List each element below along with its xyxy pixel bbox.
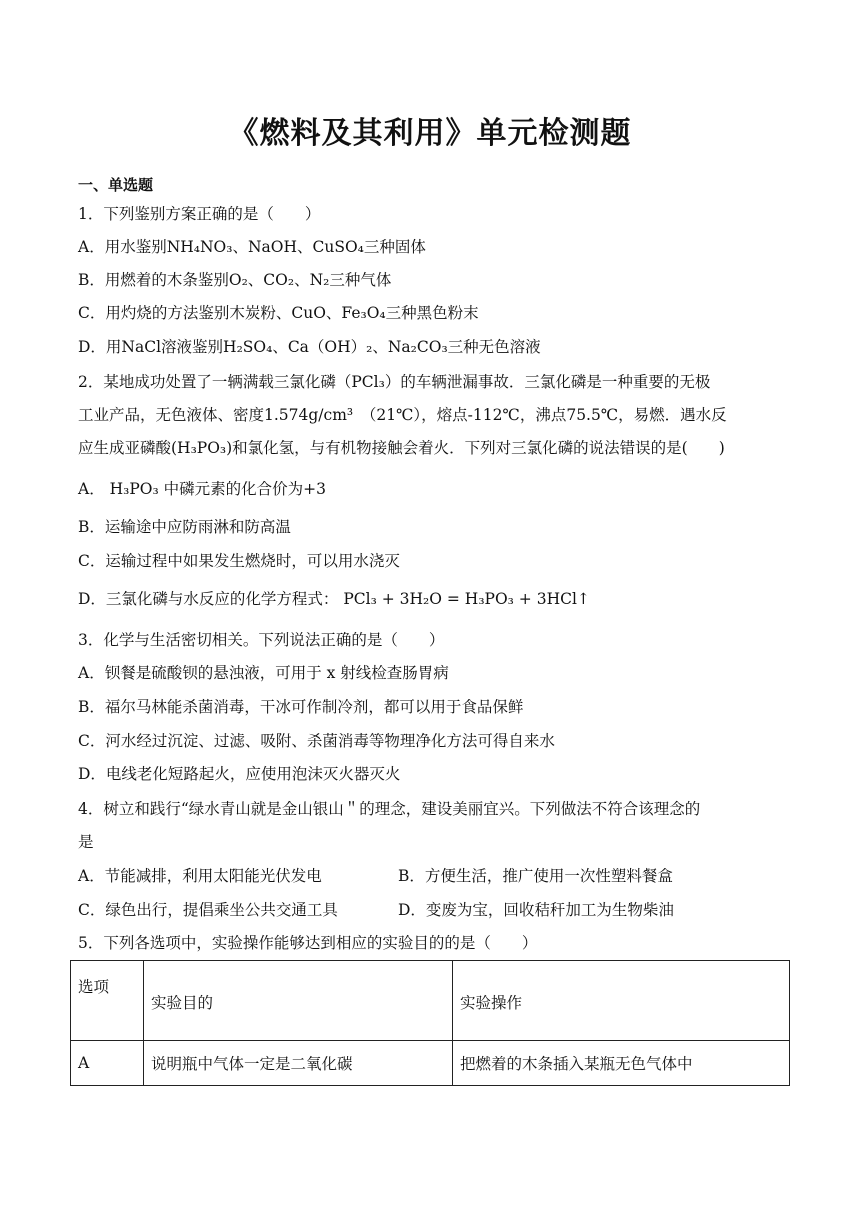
- question-4-option-a: A．节能减排，利用太阳能光伏发电: [78, 867, 322, 885]
- question-3-option-d: D．电线老化短路起火，应使用泡沫灭火器灭火: [78, 765, 401, 783]
- table-header-cell: 实验操作: [453, 961, 790, 1041]
- experiment-table: [70, 960, 790, 1086]
- question-4-option-b: B．方便生活，推广使用一次性塑料餐盒: [398, 867, 673, 885]
- question-4-option-c: C．绿色出行，提倡乘坐公共交通工具: [78, 901, 338, 919]
- table-header-cell: 实验目的: [144, 961, 453, 1041]
- table-cell: A: [71, 1041, 144, 1086]
- question-1-option-b: B．用燃着的木条鉴别O₂、CO₂、N₂三种气体: [78, 271, 392, 289]
- table-row: [71, 1041, 790, 1086]
- question-2-option-a: A． H₃PO₃ 中磷元素的化合价为+3: [78, 480, 326, 498]
- question-4-line-2: 是: [78, 833, 94, 851]
- question-1-option-a: A．用水鉴别NH₄NO₃、NaOH、CuSO₄三种固体: [78, 238, 426, 256]
- section-heading: 一、单选题: [78, 176, 154, 194]
- table-cell: 把燃着的木条插入某瓶无色气体中: [453, 1041, 790, 1086]
- question-2-option-b: B．运输途中应防雨淋和防高温: [78, 518, 291, 536]
- table-header-row: [71, 961, 790, 1041]
- question-1: 1．下列鉴别方案正确的是（ ）: [78, 205, 321, 223]
- question-2-line-3: 应生成亚磷酸(H₃PO₃)和氯化氢，与有机物接触会着火．下列对三氯化磷的说法错误的是( ): [78, 439, 725, 457]
- question-3: 3．化学与生活密切相关。下列说法正确的是（ ）: [78, 631, 445, 649]
- question-2-line-2: 工业产品，无色液体、密度1.574g/cm³ （21℃），熔点-112℃，沸点75.5℃，易燃．遇水反: [78, 406, 727, 424]
- question-4-option-d: D．变废为宝，回收秸秆加工为生物柴油: [398, 901, 674, 919]
- question-3-option-c: C．河水经过沉淀、过滤、吸附、杀菌消毒等物理净化方法可得自来水: [78, 732, 555, 750]
- question-1-option-d: D．用NaCl溶液鉴别H₂SO₄、Ca（OH）₂、Na₂CO₃三种无色溶液: [78, 338, 541, 356]
- question-5: 5．下列各选项中，实验操作能够达到相应的实验目的的是（ ）: [78, 934, 538, 952]
- question-3-option-a: A．钡餐是硫酸钡的悬浊液，可用于 x 射线检查肠胃病: [78, 664, 449, 682]
- table-cell: 说明瓶中气体一定是二氧化碳: [144, 1041, 453, 1086]
- question-2-option-d: D．三氯化磷与水反应的化学方程式： PCl₃ + 3H₂O = H₃PO₃ + 3HCl↑: [78, 590, 590, 608]
- question-1-option-c: C．用灼烧的方法鉴别木炭粉、CuO、Fe₃O₄三种黑色粉末: [78, 304, 479, 322]
- question-3-option-b: B．福尔马林能杀菌消毒，干冰可作制冷剂，都可以用于食品保鲜: [78, 698, 524, 716]
- question-4-line-1: 4．树立和践行“绿水青山就是金山银山＂的理念，建设美丽宜兴。下列做法不符合该理念的: [78, 800, 701, 818]
- question-2-line-1: 2．某地成功处置了一辆满载三氯化磷（PCl₃）的车辆泄漏事故．三氯化磷是一种重要的无极: [78, 373, 711, 391]
- document-title: 《燃料及其利用》单元检测题: [228, 116, 632, 151]
- question-2-option-c: C．运输过程中如果发生燃烧时，可以用水浇灭: [78, 552, 400, 570]
- table-header-cell: 选项: [71, 961, 144, 1041]
